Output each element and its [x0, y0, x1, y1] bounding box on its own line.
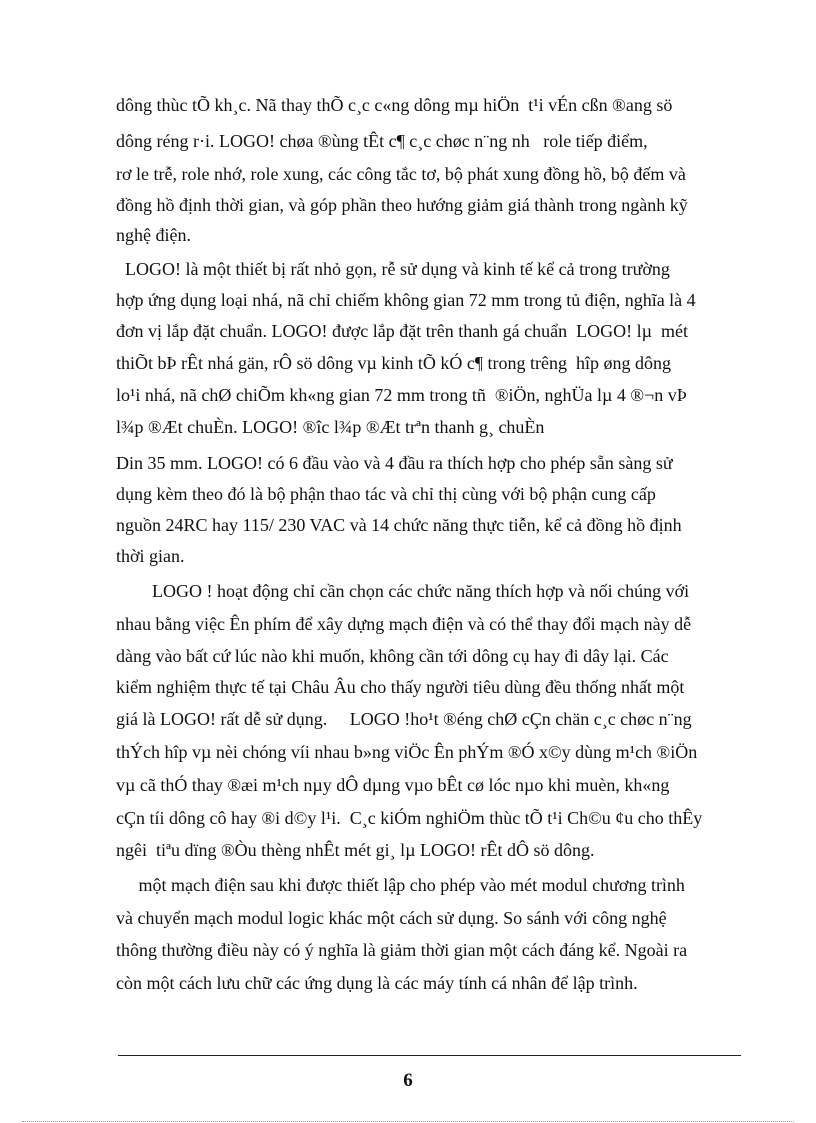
text-line: đơn vị lắp đặt chuẩn. LOGO! được lắp đặt trên thanh gá chuẩn LOGO! lµ mét — [116, 321, 689, 341]
text-line: dụng kèm theo đó là bộ phận thao tác và chỉ thị cùng với bộ phận cung cấp — [116, 484, 656, 504]
text-line: nghệ điện. — [116, 225, 191, 245]
text-line: đồng hồ định thời gian, và góp phần theo hướng giảm giá thành trong ngành kỹ — [116, 195, 688, 215]
footer-divider — [118, 1055, 741, 1056]
text-line: thời gian. — [116, 546, 185, 566]
text-line: hợp ứng dụng loại nhá, nã chỉ chiếm không gian 72 mm trong tủ điện, nghĩa là 4 — [116, 290, 696, 310]
text-line: kiểm nghiệm thực tế tại Châu Âu cho thấy người tiêu dùng đều thống nhất một — [116, 677, 685, 697]
text-line: vµ cã thÓ thay ®æi m¹ch nµy dÔ dµng vµo bÊt cø lóc nµo khi muèn, kh«ng — [116, 775, 670, 795]
text-line: LOGO ! hoạt động chỉ cần chọn các chức năng thích hợp và nối chúng với — [116, 581, 690, 601]
text-line: rơ le trễ, role nhớ, role xung, các công tắc tơ, bộ phát xung đồng hồ, bộ đếm và — [116, 164, 686, 184]
text-line: nguồn 24RC hay 115/ 230 VAC và 14 chức năng thực tiễn, kể cả đồng hồ định — [116, 515, 682, 535]
text-line: nhau bằng việc Ên phím để xây dựng mạch điện và có thể thay đổi mạch này dễ — [116, 614, 692, 634]
text-line: thiÕt bÞ rÊt nhá gän, rÔ sö dông vµ kinh tÕ kÓ c¶ trong trêng hîp øng dông — [116, 353, 671, 373]
text-line: thông thường điều này có ý nghĩa là giảm thời gian một cách đáng kể. Ngoài ra — [116, 940, 688, 960]
text-line: dông thùc tÕ kh¸c. Nã thay thÕ c¸c c«ng dông mµ hiÖn t¹i vÉn cßn ®ang sö — [116, 95, 673, 115]
text-line: dông réng r·i. LOGO! chøa ®ùng tÊt c¶ c¸c chøc n¨ng nh role tiếp điểm, — [116, 131, 648, 151]
page-bottom-dotted-border — [22, 1121, 794, 1122]
text-line: lo¹i nhá, nã chØ chiÕm kh«ng gian 72 mm trong tñ ®iÖn, nghÜa lµ 4 ®¬n vÞ — [116, 385, 687, 405]
text-line: còn một cách lưu chữ các ứng dụng là các máy tính cá nhân để lập trình. — [116, 973, 638, 993]
text-line: và chuyển mạch modul logic khác một cách sử dụng. So sánh với công nghệ — [116, 908, 667, 928]
text-line: LOGO! là một thiết bị rất nhỏ gọn, rễ sử dụng và kinh tế kể cả trong trường — [116, 259, 670, 279]
page-number: 6 — [403, 1070, 413, 1091]
text-line: thÝch hîp vµ nèi chóng víi nhau b»ng viÖc Ên phÝm ®Ó x©y dùng m¹ch ®iÖn — [116, 742, 698, 762]
text-line: giá là LOGO! rất dễ sử dụng. LOGO !ho¹t ®éng chØ cÇn chän c¸c chøc n¨ng — [116, 709, 692, 729]
text-line: dàng vào bất cứ lúc nào khi muốn, không cần tới dông cụ hay đi dây lại. Các — [116, 646, 669, 666]
text-line: Din 35 mm. LOGO! có 6 đầu vào và 4 đầu ra thích hợp cho phép sẵn sàng sử — [116, 453, 673, 473]
text-line: ngêi tiªu dïng ®Òu thèng nhÊt mét gi¸ lµ LOGO! rÊt dÔ sö dông. — [116, 840, 595, 860]
text-line: cÇn tíi dông cô hay ®i d©y l¹i. C¸c kiÓm nghiÖm thùc tÕ t¹i Ch©u ¢u cho thÊy — [116, 808, 703, 828]
text-line: l¾p ®Æt chuÈn. LOGO! ®îc l¾p ®Æt trªn thanh g¸ chuÈn — [116, 417, 545, 437]
text-line: một mạch điện sau khi được thiết lập cho phép vào mét modul chương trình — [116, 875, 685, 895]
